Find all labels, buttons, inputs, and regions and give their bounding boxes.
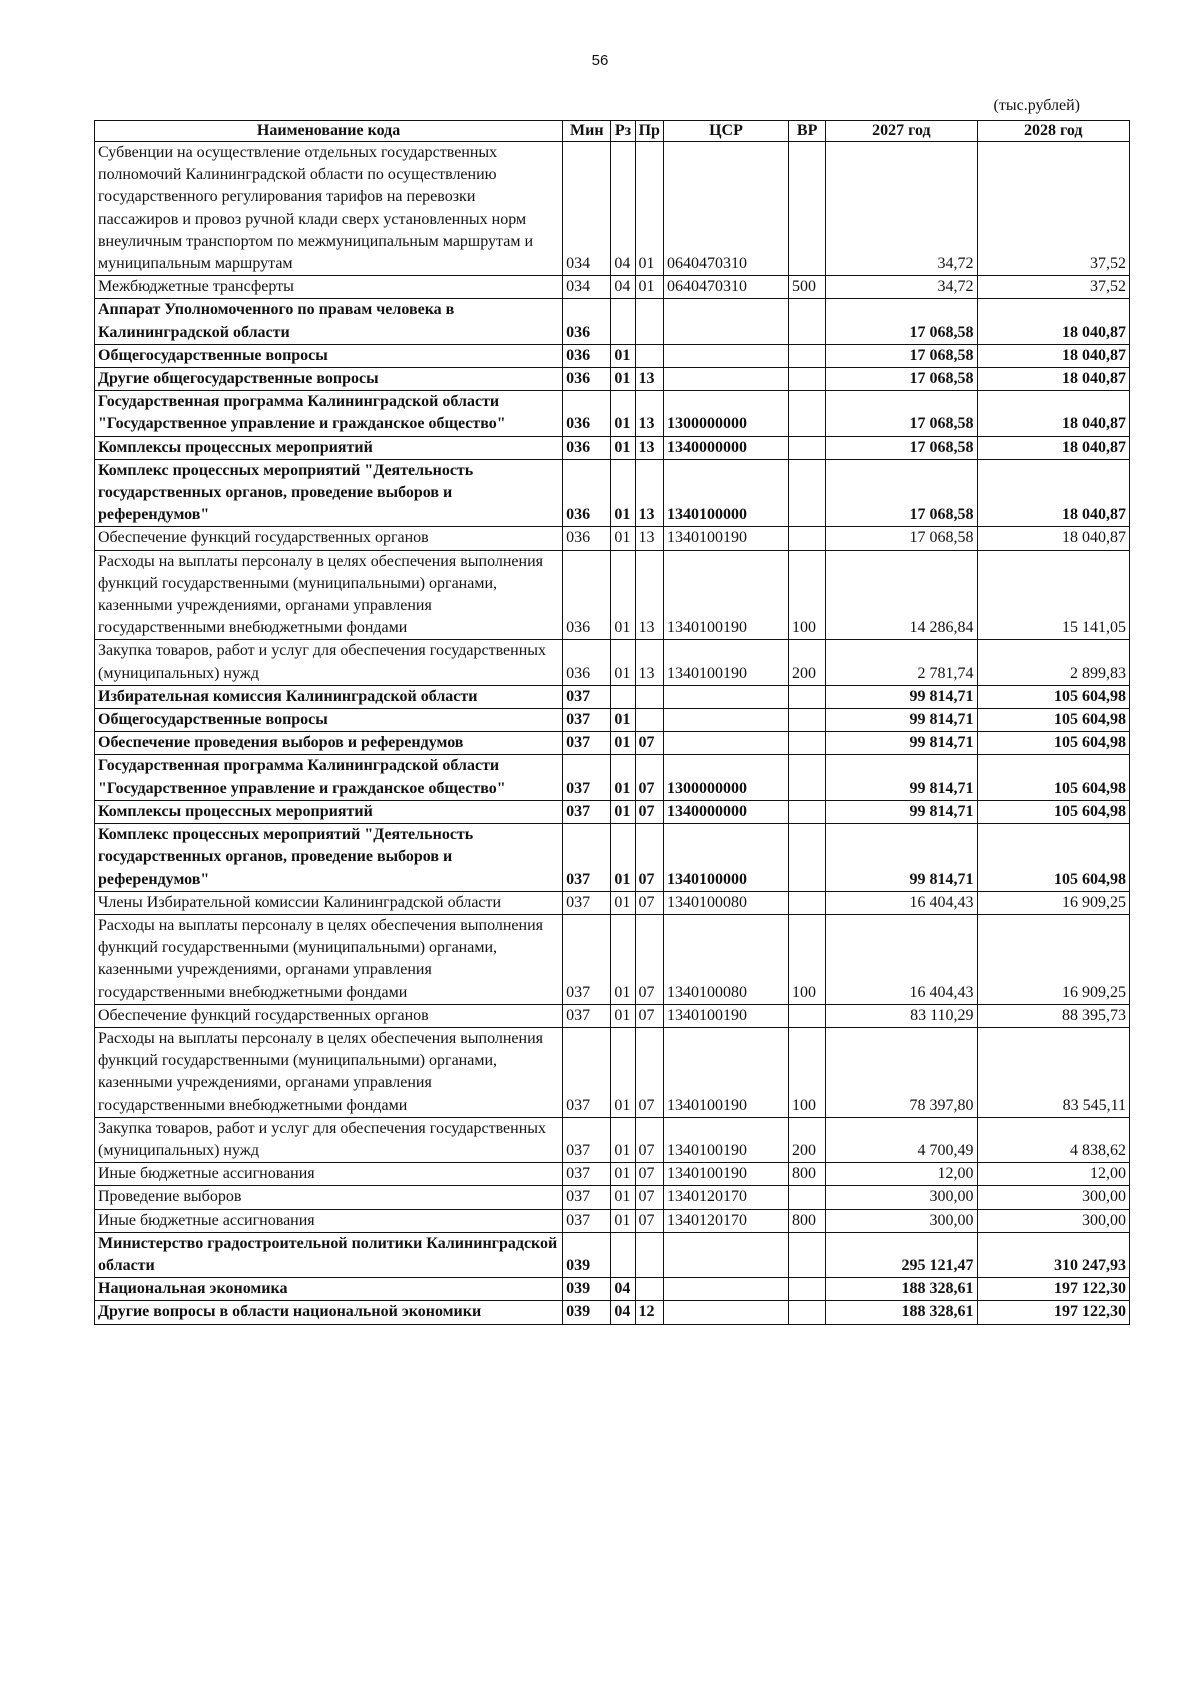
cell-y2027: 17 068,58 <box>826 344 977 367</box>
cell-name: Иные бюджетные ассигнования <box>95 1163 563 1186</box>
cell-name: Закупка товаров, работ и услуг для обеспечения государственных (муниципальных) нужд <box>95 1117 563 1162</box>
cell-name: Другие вопросы в области национальной экономики <box>95 1301 563 1324</box>
col-header-csr: ЦСР <box>664 121 789 142</box>
cell-name: Государственная программа Калининградской области "Государственное управление и гражданское общество" <box>95 755 563 800</box>
cell-csr: 1340100190 <box>664 1004 789 1027</box>
cell-pr <box>635 299 664 344</box>
cell-y2027: 188 328,61 <box>826 1278 977 1301</box>
cell-vr <box>788 1232 825 1277</box>
cell-csr: 1340120170 <box>664 1209 789 1232</box>
cell-pr: 13 <box>635 640 664 685</box>
cell-vr <box>788 436 825 459</box>
cell-min: 037 <box>563 709 611 732</box>
cell-min: 037 <box>563 1186 611 1209</box>
cell-csr <box>664 1232 789 1277</box>
cell-min: 037 <box>563 824 611 892</box>
cell-vr <box>788 459 825 527</box>
cell-y2027: 34,72 <box>826 142 977 276</box>
cell-rz: 01 <box>611 824 635 892</box>
cell-vr <box>788 755 825 800</box>
cell-min: 036 <box>563 344 611 367</box>
cell-name: Расходы на выплаты персоналу в целях обеспечения выполнения функций государственными (муниципальными) органами, казенными учреждениями, органами управления государственными внебюджетными фондами <box>95 1027 563 1117</box>
cell-rz: 01 <box>611 344 635 367</box>
cell-min: 037 <box>563 685 611 708</box>
cell-y2028: 83 545,11 <box>977 1027 1129 1117</box>
table-row <box>95 527 1130 550</box>
table-row <box>95 824 1130 892</box>
cell-name: Общегосударственные вопросы <box>95 344 563 367</box>
cell-rz: 01 <box>611 914 635 1004</box>
col-header-min: Мин <box>563 121 611 142</box>
cell-csr <box>664 299 789 344</box>
table-row <box>95 1209 1130 1232</box>
cell-rz: 04 <box>611 1278 635 1301</box>
cell-csr: 1340100190 <box>664 1117 789 1162</box>
table-row <box>95 914 1130 1004</box>
cell-pr <box>635 344 664 367</box>
cell-y2028: 105 604,98 <box>977 732 1129 755</box>
cell-min: 034 <box>563 142 611 276</box>
cell-min: 037 <box>563 1163 611 1186</box>
cell-rz: 04 <box>611 1301 635 1324</box>
budget-table <box>94 120 1130 1325</box>
cell-rz <box>611 299 635 344</box>
cell-rz: 01 <box>611 800 635 823</box>
cell-min: 039 <box>563 1232 611 1277</box>
cell-y2028: 105 604,98 <box>977 755 1129 800</box>
cell-csr: 1340000000 <box>664 436 789 459</box>
cell-pr: 07 <box>635 1186 664 1209</box>
cell-min: 036 <box>563 299 611 344</box>
cell-vr: 100 <box>788 914 825 1004</box>
cell-y2027: 17 068,58 <box>826 436 977 459</box>
cell-csr: 1300000000 <box>664 755 789 800</box>
cell-csr: 1340000000 <box>664 800 789 823</box>
cell-name: Иные бюджетные ассигнования <box>95 1209 563 1232</box>
cell-pr: 07 <box>635 914 664 1004</box>
cell-name: Национальная экономика <box>95 1278 563 1301</box>
cell-min: 037 <box>563 914 611 1004</box>
cell-y2028: 105 604,98 <box>977 685 1129 708</box>
cell-rz: 01 <box>611 1209 635 1232</box>
cell-y2027: 99 814,71 <box>826 800 977 823</box>
cell-y2028: 18 040,87 <box>977 299 1129 344</box>
table-row <box>95 685 1130 708</box>
cell-min: 036 <box>563 391 611 436</box>
cell-csr: 1300000000 <box>664 391 789 436</box>
cell-vr: 200 <box>788 640 825 685</box>
cell-name: Аппарат Уполномоченного по правам человека в Калининградской области <box>95 299 563 344</box>
cell-pr <box>635 709 664 732</box>
cell-rz <box>611 685 635 708</box>
cell-pr: 13 <box>635 459 664 527</box>
cell-y2028: 15 141,05 <box>977 550 1129 640</box>
cell-rz: 01 <box>611 891 635 914</box>
cell-csr <box>664 732 789 755</box>
cell-csr: 1340100190 <box>664 550 789 640</box>
cell-csr: 1340100190 <box>664 1027 789 1117</box>
cell-rz: 01 <box>611 391 635 436</box>
cell-vr <box>788 824 825 892</box>
cell-name: Расходы на выплаты персоналу в целях обеспечения выполнения функций государственными (муниципальными) органами, казенными учреждениями, органами управления государственными внебюджетными фондами <box>95 914 563 1004</box>
cell-csr <box>664 344 789 367</box>
cell-rz: 01 <box>611 640 635 685</box>
cell-rz: 04 <box>611 276 635 299</box>
col-header-vr: ВР <box>788 121 825 142</box>
cell-y2028: 2 899,83 <box>977 640 1129 685</box>
cell-vr <box>788 800 825 823</box>
cell-pr: 07 <box>635 1004 664 1027</box>
cell-y2027: 99 814,71 <box>826 709 977 732</box>
cell-min: 036 <box>563 368 611 391</box>
cell-min: 037 <box>563 1004 611 1027</box>
cell-min: 037 <box>563 1209 611 1232</box>
cell-name: Межбюджетные трансферты <box>95 276 563 299</box>
table-row <box>95 1186 1130 1209</box>
table-row <box>95 1004 1130 1027</box>
cell-name: Обеспечение функций государственных органов <box>95 527 563 550</box>
cell-pr: 07 <box>635 824 664 892</box>
table-row <box>95 1232 1130 1277</box>
cell-rz: 01 <box>611 527 635 550</box>
cell-y2028: 16 909,25 <box>977 914 1129 1004</box>
cell-name: Субвенции на осуществление отдельных государственных полномочий Калининградской области по осуществлению государственного регулирования тарифов на перевозки пассажиров и провоз ручной клади сверх установленных норм внеуличным транспортом по межмуниципальным маршрутам и муниципальным маршрутам <box>95 142 563 276</box>
cell-min: 037 <box>563 732 611 755</box>
cell-y2027: 2 781,74 <box>826 640 977 685</box>
cell-y2027: 300,00 <box>826 1209 977 1232</box>
cell-vr <box>788 527 825 550</box>
cell-pr: 07 <box>635 1117 664 1162</box>
cell-name: Другие общегосударственные вопросы <box>95 368 563 391</box>
cell-y2028: 300,00 <box>977 1186 1129 1209</box>
cell-y2027: 14 286,84 <box>826 550 977 640</box>
cell-min: 036 <box>563 640 611 685</box>
cell-y2028: 300,00 <box>977 1209 1129 1232</box>
cell-y2027: 16 404,43 <box>826 891 977 914</box>
cell-csr <box>664 709 789 732</box>
table-header-row <box>95 121 1130 142</box>
cell-y2028: 18 040,87 <box>977 368 1129 391</box>
cell-name: Комплекс процессных мероприятий "Деятельность государственных органов, проведение выборов и референдумов" <box>95 824 563 892</box>
cell-min: 037 <box>563 1117 611 1162</box>
cell-pr: 13 <box>635 527 664 550</box>
cell-y2028: 105 604,98 <box>977 709 1129 732</box>
cell-min: 036 <box>563 459 611 527</box>
cell-pr: 07 <box>635 891 664 914</box>
cell-min: 037 <box>563 891 611 914</box>
cell-y2028: 197 122,30 <box>977 1278 1129 1301</box>
cell-name: Закупка товаров, работ и услуг для обеспечения государственных (муниципальных) нужд <box>95 640 563 685</box>
cell-pr <box>635 1232 664 1277</box>
table-row <box>95 344 1130 367</box>
cell-vr <box>788 1301 825 1324</box>
table-row <box>95 755 1130 800</box>
cell-vr <box>788 368 825 391</box>
table-row <box>95 459 1130 527</box>
cell-y2027: 4 700,49 <box>826 1117 977 1162</box>
cell-y2028: 105 604,98 <box>977 824 1129 892</box>
table-row <box>95 891 1130 914</box>
cell-vr <box>788 391 825 436</box>
cell-rz: 01 <box>611 1186 635 1209</box>
cell-name: Комплексы процессных мероприятий <box>95 800 563 823</box>
cell-min: 039 <box>563 1278 611 1301</box>
cell-name: Расходы на выплаты персоналу в целях обеспечения выполнения функций государственными (муниципальными) органами, казенными учреждениями, органами управления государственными внебюджетными фондами <box>95 550 563 640</box>
cell-pr: 12 <box>635 1301 664 1324</box>
cell-pr: 13 <box>635 550 664 640</box>
cell-y2027: 78 397,80 <box>826 1027 977 1117</box>
cell-name: Общегосударственные вопросы <box>95 709 563 732</box>
cell-y2027: 17 068,58 <box>826 299 977 344</box>
cell-pr: 07 <box>635 1209 664 1232</box>
cell-rz: 01 <box>611 755 635 800</box>
cell-vr <box>788 891 825 914</box>
table-row <box>95 391 1130 436</box>
cell-y2028: 105 604,98 <box>977 800 1129 823</box>
table-row <box>95 1163 1130 1186</box>
table-body <box>95 142 1130 1325</box>
cell-y2028: 18 040,87 <box>977 527 1129 550</box>
cell-pr: 07 <box>635 1027 664 1117</box>
cell-vr: 800 <box>788 1163 825 1186</box>
col-header-name: Наименование кода <box>95 121 563 142</box>
table-row <box>95 1117 1130 1162</box>
cell-name: Обеспечение функций государственных органов <box>95 1004 563 1027</box>
cell-pr: 07 <box>635 732 664 755</box>
cell-name: Министерство градостроительной политики Калининградской области <box>95 1232 563 1277</box>
page-number: 56 <box>591 52 609 69</box>
table-row <box>95 800 1130 823</box>
cell-y2027: 12,00 <box>826 1163 977 1186</box>
cell-vr <box>788 1004 825 1027</box>
cell-rz: 01 <box>611 732 635 755</box>
table-row <box>95 550 1130 640</box>
cell-rz: 01 <box>611 709 635 732</box>
cell-vr <box>788 709 825 732</box>
cell-rz: 01 <box>611 1027 635 1117</box>
cell-vr <box>788 142 825 276</box>
cell-y2027: 17 068,58 <box>826 459 977 527</box>
cell-name: Избирательная комиссия Калининградской области <box>95 685 563 708</box>
cell-vr: 100 <box>788 550 825 640</box>
cell-csr <box>664 1301 789 1324</box>
cell-vr: 500 <box>788 276 825 299</box>
cell-y2028: 37,52 <box>977 142 1129 276</box>
cell-y2028: 18 040,87 <box>977 436 1129 459</box>
cell-rz: 01 <box>611 368 635 391</box>
cell-pr <box>635 1278 664 1301</box>
table-row <box>95 276 1130 299</box>
cell-vr: 100 <box>788 1027 825 1117</box>
cell-y2028: 37,52 <box>977 276 1129 299</box>
cell-name: Комплекс процессных мероприятий "Деятельность государственных органов, проведение выборов и референдумов" <box>95 459 563 527</box>
cell-y2027: 99 814,71 <box>826 732 977 755</box>
cell-vr <box>788 732 825 755</box>
cell-pr: 13 <box>635 391 664 436</box>
cell-y2027: 99 814,71 <box>826 824 977 892</box>
table-row <box>95 299 1130 344</box>
table-row <box>95 436 1130 459</box>
table-row <box>95 709 1130 732</box>
cell-y2027: 83 110,29 <box>826 1004 977 1027</box>
table-row <box>95 1027 1130 1117</box>
table-row <box>95 142 1130 276</box>
cell-y2028: 16 909,25 <box>977 891 1129 914</box>
cell-csr: 1340100190 <box>664 527 789 550</box>
cell-y2027: 17 068,58 <box>826 391 977 436</box>
cell-rz: 01 <box>611 1163 635 1186</box>
cell-csr: 1340100000 <box>664 824 789 892</box>
cell-rz: 04 <box>611 142 635 276</box>
cell-csr: 1340100190 <box>664 640 789 685</box>
cell-csr: 1340120170 <box>664 1186 789 1209</box>
cell-y2027: 295 121,47 <box>826 1232 977 1277</box>
cell-min: 036 <box>563 527 611 550</box>
col-header-2028: 2028 год <box>977 121 1129 142</box>
cell-csr <box>664 1278 789 1301</box>
cell-csr <box>664 368 789 391</box>
cell-pr: 01 <box>635 142 664 276</box>
cell-csr: 1340100000 <box>664 459 789 527</box>
cell-vr <box>788 1278 825 1301</box>
cell-min: 036 <box>563 436 611 459</box>
cell-min: 034 <box>563 276 611 299</box>
units-label: (тыс.рублей) <box>993 97 1080 114</box>
cell-pr: 07 <box>635 1163 664 1186</box>
cell-y2027: 99 814,71 <box>826 755 977 800</box>
cell-pr <box>635 685 664 708</box>
cell-pr: 13 <box>635 368 664 391</box>
cell-min: 037 <box>563 1027 611 1117</box>
cell-rz: 01 <box>611 436 635 459</box>
table-row <box>95 1278 1130 1301</box>
cell-pr: 07 <box>635 800 664 823</box>
cell-y2028: 310 247,93 <box>977 1232 1129 1277</box>
cell-csr <box>664 685 789 708</box>
cell-min: 036 <box>563 550 611 640</box>
cell-y2027: 188 328,61 <box>826 1301 977 1324</box>
cell-name: Государственная программа Калининградской области "Государственное управление и гражданское общество" <box>95 391 563 436</box>
table-row <box>95 640 1130 685</box>
cell-y2028: 18 040,87 <box>977 344 1129 367</box>
cell-y2027: 34,72 <box>826 276 977 299</box>
col-header-2027: 2027 год <box>826 121 977 142</box>
cell-csr: 1340100080 <box>664 914 789 1004</box>
cell-y2028: 88 395,73 <box>977 1004 1129 1027</box>
cell-pr: 13 <box>635 436 664 459</box>
cell-name: Обеспечение проведения выборов и референдумов <box>95 732 563 755</box>
cell-csr: 0640470310 <box>664 142 789 276</box>
table-row <box>95 368 1130 391</box>
cell-y2028: 197 122,30 <box>977 1301 1129 1324</box>
cell-y2028: 18 040,87 <box>977 391 1129 436</box>
cell-y2027: 300,00 <box>826 1186 977 1209</box>
cell-rz: 01 <box>611 550 635 640</box>
cell-y2027: 17 068,58 <box>826 527 977 550</box>
cell-name: Члены Избирательной комиссии Калининградской области <box>95 891 563 914</box>
cell-rz: 01 <box>611 1117 635 1162</box>
table-row <box>95 732 1130 755</box>
cell-csr: 0640470310 <box>664 276 789 299</box>
cell-name: Комплексы процессных мероприятий <box>95 436 563 459</box>
cell-min: 039 <box>563 1301 611 1324</box>
cell-y2027: 99 814,71 <box>826 685 977 708</box>
cell-y2028: 18 040,87 <box>977 459 1129 527</box>
cell-vr <box>788 1186 825 1209</box>
cell-y2028: 12,00 <box>977 1163 1129 1186</box>
cell-rz: 01 <box>611 459 635 527</box>
col-header-pr: Пр <box>635 121 664 142</box>
cell-pr: 01 <box>635 276 664 299</box>
cell-vr <box>788 685 825 708</box>
cell-vr <box>788 344 825 367</box>
table-row <box>95 1301 1130 1324</box>
cell-vr: 800 <box>788 1209 825 1232</box>
cell-pr: 07 <box>635 755 664 800</box>
cell-rz <box>611 1232 635 1277</box>
cell-y2027: 16 404,43 <box>826 914 977 1004</box>
cell-csr: 1340100190 <box>664 1163 789 1186</box>
cell-vr: 200 <box>788 1117 825 1162</box>
cell-vr <box>788 299 825 344</box>
cell-y2027: 17 068,58 <box>826 368 977 391</box>
cell-csr: 1340100080 <box>664 891 789 914</box>
col-header-rz: Рз <box>611 121 635 142</box>
cell-rz: 01 <box>611 1004 635 1027</box>
cell-name: Проведение выборов <box>95 1186 563 1209</box>
cell-min: 037 <box>563 755 611 800</box>
cell-y2028: 4 838,62 <box>977 1117 1129 1162</box>
cell-min: 037 <box>563 800 611 823</box>
